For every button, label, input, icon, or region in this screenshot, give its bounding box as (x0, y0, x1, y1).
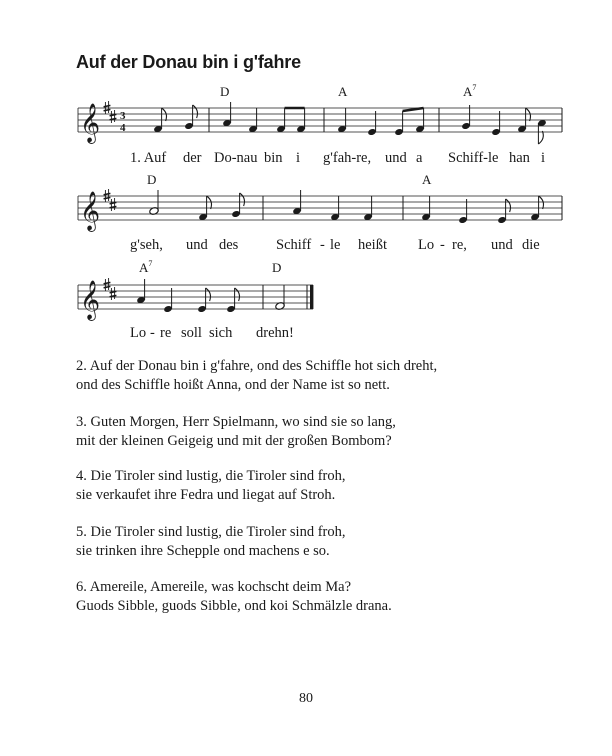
verse-line: 2. Auf der Donau bin i g'fahre, ond des Schiffle hot sich dreht, (76, 358, 438, 374)
lyrics-line (130, 237, 540, 253)
note-icon (163, 288, 173, 313)
verse-line: 6. Amereile, Amereile, was kochscht deim Ma? (76, 579, 352, 595)
sharp-icon (110, 198, 117, 211)
staff-system-3 (78, 259, 313, 341)
verse-line: sie verkaufet ihre Fedra und liegat auf Stroh. (76, 487, 336, 503)
lyric-syllable: re, (452, 237, 467, 253)
note-icon (222, 102, 232, 127)
note-icon (153, 108, 166, 133)
note-icon (458, 199, 468, 224)
note-beam (403, 108, 424, 111)
note-icon (394, 111, 404, 136)
note-icon (461, 105, 471, 130)
note-icon (276, 108, 286, 133)
lyric-syllable: die (522, 237, 540, 253)
lyric-syllable: g'fah-re, (323, 150, 372, 166)
chord-symbol: D (272, 260, 282, 275)
note-icon (198, 196, 211, 221)
page-number: 80 (299, 691, 313, 706)
lyric-syllable: - (440, 237, 445, 253)
lyric-syllable: le (330, 237, 341, 253)
verse-line: Guods Sibble, guods Sibble, ond koi Schmälzle drana. (76, 598, 392, 614)
staff-lines (78, 196, 562, 220)
chord-symbol: A (422, 172, 432, 187)
note-icon (149, 190, 159, 215)
lyric-syllable: drehn! (256, 325, 294, 341)
verse-line: 5. Die Tiroler sind lustig, die Tiroler sind froh, (76, 524, 346, 540)
lyric-syllable: Lo (418, 237, 435, 253)
note-icon (421, 196, 431, 221)
lyric-syllable: re (160, 325, 172, 341)
time-signature-top: 3 (120, 110, 126, 122)
chord-symbol: D (220, 84, 230, 99)
verse-4 (76, 467, 345, 505)
lyric-syllable: und (186, 237, 208, 253)
verse-line: sie trinken ihre Schepple ond machens e so. (76, 543, 330, 559)
lyric-syllable: 1. Auf (130, 150, 167, 166)
song-title: Auf der Donau bin i g'fahre (76, 52, 301, 72)
lyric-syllable: i (296, 150, 301, 166)
verse-line: mit der kleinen Geigeig und mit der großen Bombom? (76, 433, 392, 449)
verse-5 (76, 523, 345, 561)
lyric-syllable: sich (209, 325, 233, 341)
lyric-syllable: Schiff-le (448, 150, 499, 166)
sheet-music (0, 0, 612, 356)
lyrics-line (130, 325, 294, 341)
chord-symbol: D (147, 172, 157, 187)
note-icon (491, 111, 501, 136)
note-icon (248, 108, 258, 133)
sharp-icon (110, 287, 117, 300)
staff-lines (78, 108, 562, 132)
lyric-syllable: der (183, 150, 202, 166)
note-icon (330, 196, 340, 221)
lyric-syllable: han (509, 150, 530, 166)
treble-clef-icon: 𝄞 (80, 103, 101, 143)
note-icon (530, 196, 543, 221)
lyrics-line (130, 150, 545, 166)
note-icon (537, 119, 547, 144)
staff-system-1 (78, 83, 562, 166)
note-icon (296, 108, 306, 133)
treble-clef-icon: 𝄞 (80, 280, 101, 320)
sharp-icon (104, 101, 111, 114)
lyric-syllable: Do-nau (214, 150, 258, 166)
sharp-icon (104, 278, 111, 291)
staff-lines (78, 285, 313, 309)
sharp-icon (104, 189, 111, 202)
staff-system-2 (78, 172, 562, 253)
lyric-syllable: heißt (358, 237, 387, 253)
verse-6 (76, 578, 392, 616)
note-icon (363, 196, 373, 221)
treble-clef-icon: 𝄞 (80, 191, 101, 231)
lyric-syllable: des (219, 237, 239, 253)
lyric-syllable: - (150, 325, 155, 341)
verse-line: 3. Guten Morgen, Herr Spielmann, wo sind sie so lang, (76, 414, 396, 430)
lyric-syllable: i (541, 150, 546, 166)
note-icon (337, 108, 347, 133)
note-icon (136, 279, 146, 304)
note-icon (292, 190, 302, 215)
lyric-syllable: - (320, 237, 325, 253)
verse-2 (76, 357, 437, 395)
lyric-syllable: und (491, 237, 513, 253)
chord-symbol: A (338, 84, 348, 99)
chord-symbol: $A^7$ (463, 83, 477, 99)
lyric-syllable: Schiff (276, 237, 312, 253)
time-signature-bottom: 4 (120, 122, 126, 134)
verse-3 (76, 413, 396, 451)
note-icon (275, 285, 285, 310)
lyric-syllable: bin (264, 150, 283, 166)
lyric-syllable: Lo (130, 325, 147, 341)
verse-line: ond des Schiffle hoißt Anna, ond der Name ist so nett. (76, 377, 390, 393)
lyric-syllable: und (385, 150, 407, 166)
lyric-syllable: soll (181, 325, 202, 341)
note-icon (517, 108, 530, 133)
lyric-syllable: g'seh, (130, 237, 163, 253)
lyric-syllable: a (416, 150, 423, 166)
sharp-icon (110, 110, 117, 123)
verse-line: 4. Die Tiroler sind lustig, die Tiroler sind froh, (76, 468, 346, 484)
note-icon (367, 111, 377, 136)
note-icon (415, 108, 425, 133)
chord-symbol: $A^7$ (139, 259, 153, 275)
